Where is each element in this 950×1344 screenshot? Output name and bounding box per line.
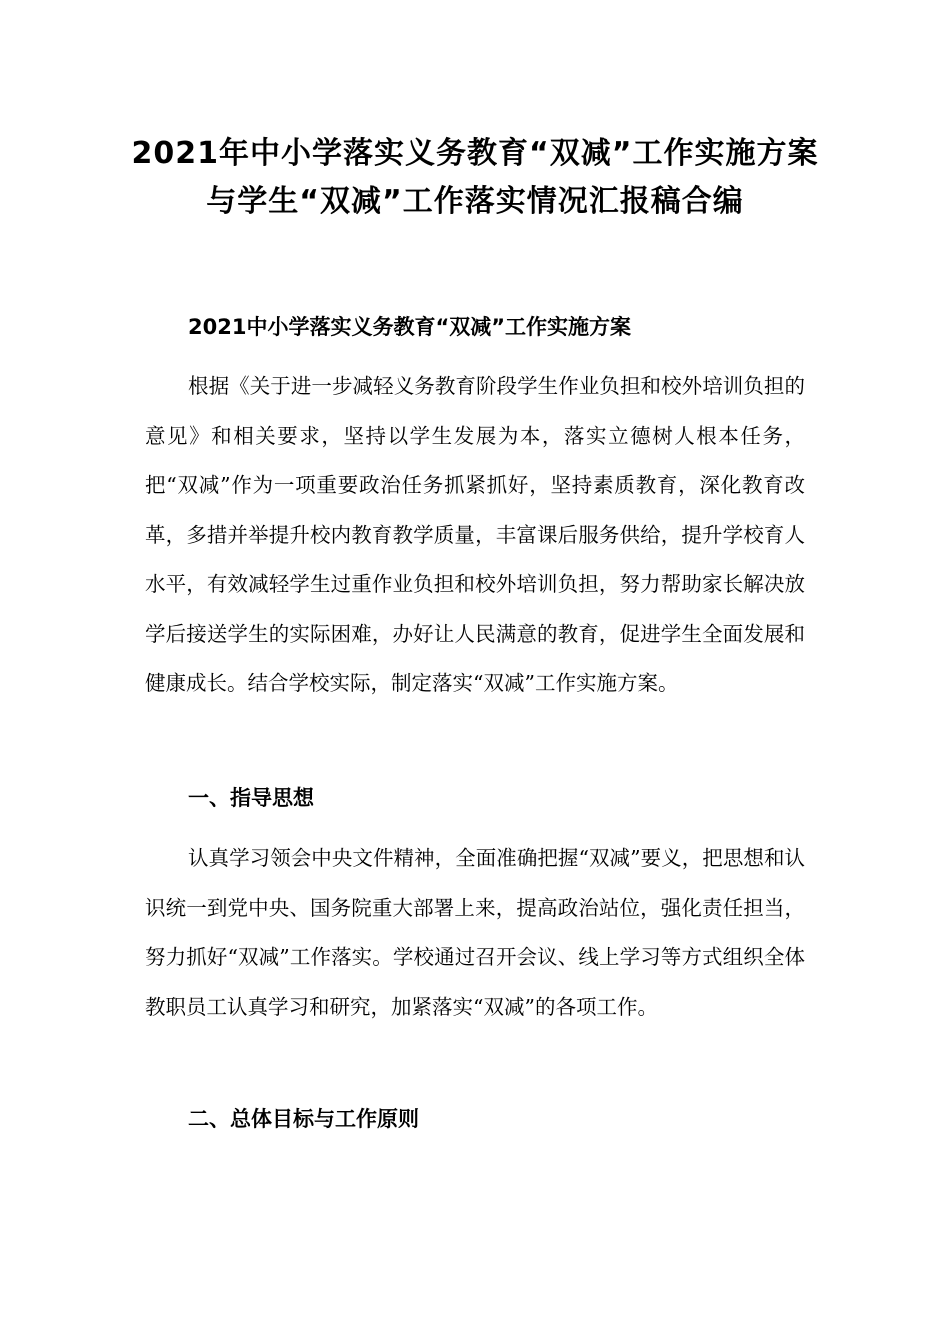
section-heading-guiding-ideology: 一、指导思想 <box>188 786 314 810</box>
intro-paragraph: 根据《关于进一步减轻义务教育阶段学生作业负担和校外培训负担的意见》和相关要求，坚持以学生发展为本，落实立德树人根本任务，把“双减”作为一项重要政治任务抓紧抓好，坚持素质教育，深化教育改革，多措并举提升校内教育教学质量，丰富课后服务供给，提升学校育人水平，有效减轻学生过重作业负担和校外培训负担，努力帮助家长解决放学后接送学生的实际困难，办好让人民满意的教育，促进学生全面发展和健康成长。结合学校实际，制定落实“双减”工作实施方案。 <box>145 374 805 695</box>
document-title-line2: 与学生“双减”工作落实情况汇报稿合编 <box>206 184 744 219</box>
section-heading-goals-principles: 二、总体目标与工作原则 <box>188 1107 419 1131</box>
document-title-line1: 2021年中小学落实义务教育“双减”工作实施方案 <box>131 136 819 171</box>
document-subtitle: 2021中小学落实义务教育“双减”工作实施方案 <box>188 315 632 339</box>
guiding-ideology-paragraph: 认真学习领会中央文件精神，全面准确把握“双减”要义，把思想和认识统一到党中央、国务院重大部署上来，提高政治站位，强化责任担当，努力抓好“双减”工作落实。学校通过召开会议、线上学习等方式组织全体教职员工认真学习和研究，加紧落实“双减”的各项工作。 <box>145 846 805 1019</box>
